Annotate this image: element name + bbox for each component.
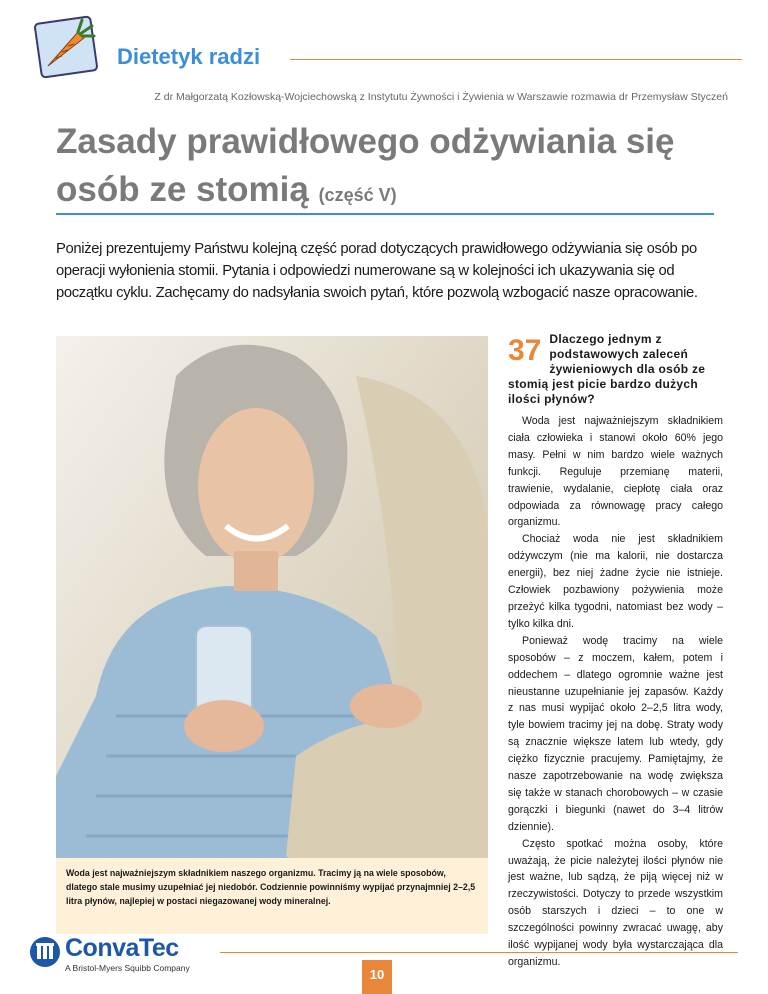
header-divider <box>290 59 742 60</box>
article-title-main: Zasady prawidłowego odżywiania się osób ze stomią <box>56 122 675 209</box>
byline: Z dr Małgorzatą Kozłowską-Wojciechowską z Instytutu Żywności i Żywienia w Warszawie rozmawia dr Przemysław Styczeń <box>154 91 728 103</box>
answer-paragraph: Często spotkać można osoby, które uważają, że picie należytej ilości płynów nie jest ważne, lub sądzą, że piją więcej niż w rzeczywistości. Dotyczy to przede wszystkim osób starszych i dzieci – to one w szczególności powinny zwracać uwagę, aby ilość wypijanej wody była wystarczająca dla organizmu. <box>508 837 723 968</box>
question-text: Dlaczego jednym z podstawowych zaleceń żywieniowych dla osób ze stomią jest picie bardzo dużych ilości płynów? <box>508 332 706 406</box>
photo-caption: Woda jest najważniejszym składnikiem naszego organizmu. Tracimy ją na wiele sposobów, dlatego stale musimy uzupełniać jej niedobór. Codziennie powinniśmy wypijać przynajmniej 2–2,5 litra płynów, najlepiej w postaci niegazowanej wody mineralnej. <box>56 858 488 934</box>
carrot-logo-icon <box>32 14 100 80</box>
convatec-logo <box>29 934 199 974</box>
question-number: 37 <box>508 334 542 367</box>
brand-name: ConvaTec <box>65 934 179 962</box>
answer-paragraph: Woda jest najważniejszym składnikiem ciała człowieka i stanowi około 60% jego masy. Pełni w nim bardzo wiele ważnych funkcji. Reguluje przemianę materii, trawienie, wydalanie, ciepłotę ciała oraz odpowiada za równowagę pracy całego organizmu. <box>508 415 723 529</box>
article-title <box>56 118 736 219</box>
woman-with-water-photo <box>56 336 488 928</box>
section-title: Dietetyk radzi <box>117 44 261 69</box>
question-block <box>508 332 723 407</box>
brand-subtitle: A Bristol-Myers Squibb Company <box>65 963 190 973</box>
convatec-emblem-icon <box>29 936 61 968</box>
title-divider <box>56 213 714 215</box>
article-part: (część V) <box>318 185 397 205</box>
answer-paragraph: Chociaż woda nie jest składnikiem odżywczym (nie ma kalorii, nie dostarcza energii), bez niej żadne życie nie istnieje. Człowiek pozbawiony pożywienia może przeżyć kilka tygodni, natomiast bez wody – tylko kilka dni. <box>508 533 723 630</box>
page-number: 10 <box>362 960 392 994</box>
answer-text <box>508 413 723 971</box>
answer-paragraph: Ponieważ wodę tracimy na wiele sposobów – z moczem, kałem, potem i oddechem – dlatego ogromnie ważne jest nieustanne uzupełnianie jej zapasów. Każdy z nas musi wypijać około 2–2,5 litra wody, tyle bowiem tracimy jej na dobę. Straty wody są znacznie większe latem lub wtedy, gdy ciężko fizycznie pracujemy. Pamiętajmy, że nasze zapotrzebowanie na wodę zwiększa się także w stanach chorobowych – w czasie gorączki i biegunki (nawet do 3–4 litrów dziennie). <box>508 634 723 833</box>
intro-paragraph: Poniżej prezentujemy Państwu kolejną część porad dotyczących prawidłowego odżywiania się osób po operacji wyłonienia stomii. Pytania i odpowiedzi numerowane są w kolejności ich ukazywania się od początku cyklu. Zachęcamy do nadsyłania swoich pytań, które pozwolą wzbogacić nasze opracowanie. <box>56 241 698 301</box>
footer-divider <box>220 952 738 953</box>
